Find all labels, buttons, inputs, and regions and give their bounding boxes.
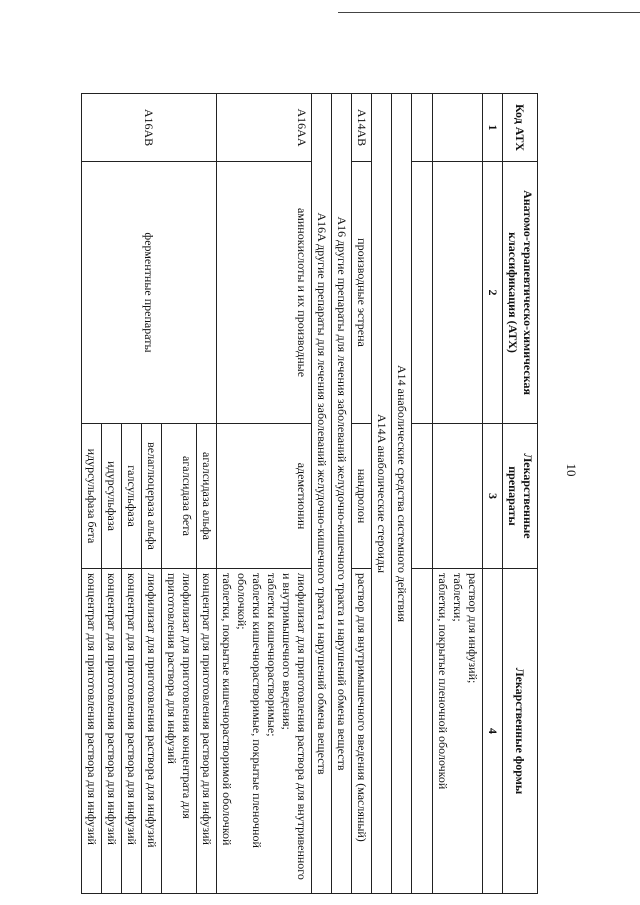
atx-code: A16AA xyxy=(217,94,312,162)
atx-class: производные эстрена xyxy=(352,162,372,424)
column-number: 1 xyxy=(483,94,503,162)
drug-forms xyxy=(217,569,312,894)
form-line: таблетки кишечнорастворимые; xyxy=(265,573,279,737)
table-row-a14ab xyxy=(352,94,372,894)
drug-name: велаглюцераза альфа xyxy=(142,424,162,569)
continued-row xyxy=(433,94,483,894)
table-row-a16ab xyxy=(197,94,217,894)
form-line: таблетки, покрытые кишечнорастворимой оболочкой xyxy=(220,573,234,846)
form-line: таблетки кишечнорастворимые, покрытые пленочной оболочкой; xyxy=(235,573,264,848)
header-forms: Лекарственные формы xyxy=(503,569,538,894)
drug-name: адеметионин xyxy=(217,424,312,569)
section-row-a14 xyxy=(392,94,412,894)
drug-form: концентрат для приготовления раствора для инфузий xyxy=(82,569,102,894)
drug-form: концентрат для приготовления раствора для инфузий xyxy=(102,569,122,894)
header-drugs: Лекарственные препараты xyxy=(503,424,538,569)
header-row xyxy=(503,94,538,894)
atx-code: A16AB xyxy=(82,94,217,162)
form-line: таблетки, покрытые пленочной оболочкой xyxy=(436,573,450,790)
section-title: A16A другие препараты для лечения заболеваний желудочно-кишечного тракта и нарушений обмена веществ xyxy=(312,94,332,894)
blank-row xyxy=(412,94,433,894)
atx-class: ферментные препараты xyxy=(82,162,217,424)
section-title: A14A анаболические стероиды xyxy=(372,94,392,894)
drug-name: агалсидаза альфа xyxy=(197,424,217,569)
drug-name: идурсульфаза xyxy=(102,424,122,569)
drug-name: агалсидаза бета xyxy=(162,424,197,569)
section-row-a14a xyxy=(372,94,392,894)
continued-forms xyxy=(433,569,483,894)
drug-name: галсульфаза xyxy=(122,424,142,569)
section-title: A14 анаболические средства системного действия xyxy=(392,94,412,894)
atx-class: аминокислоты и их производные xyxy=(217,162,312,424)
column-number-row xyxy=(483,94,503,894)
atx-table xyxy=(81,93,538,894)
section-title: A16 другие препараты для лечения заболеваний желудочно-кишечного тракта и нарушений обмена веществ xyxy=(332,94,352,894)
column-number: 2 xyxy=(483,162,503,424)
page-number: 10 xyxy=(564,463,579,477)
drug-form: раствор для внутримышечного введения (масляный) xyxy=(352,569,372,894)
table-row-a16aa xyxy=(217,94,312,894)
drug-form: лиофилизат для приготовления раствора для инфузий xyxy=(142,569,162,894)
form-line: таблетки; xyxy=(451,573,465,622)
top-rule xyxy=(338,12,640,13)
header-code: Код АТХ xyxy=(503,94,538,162)
section-row-a16 xyxy=(332,94,352,894)
header-classification: Анатомо-терапевтическо-химическая классификация (АТХ) xyxy=(503,162,538,424)
form-line: раствор для инфузий; xyxy=(466,573,480,684)
section-row-a16a xyxy=(312,94,332,894)
drug-form: концентрат для приготовления раствора для инфузий xyxy=(122,569,142,894)
drug-name: нандролон xyxy=(352,424,372,569)
drug-form: концентрат для приготовления раствора для инфузий xyxy=(197,569,217,894)
atx-code: A14AB xyxy=(352,94,372,162)
form-line: лиофилизат для приготовления раствора для внутривенного и внутримышечного введения; xyxy=(280,573,309,880)
rotated-table-wrapper xyxy=(83,93,538,893)
column-number: 3 xyxy=(483,424,503,569)
drug-name: идурсульфаза бета xyxy=(82,424,102,569)
drug-form: лиофилизат для приготовления концентрата для приготовления раствора для инфузий xyxy=(162,569,197,894)
column-number: 4 xyxy=(483,569,503,894)
